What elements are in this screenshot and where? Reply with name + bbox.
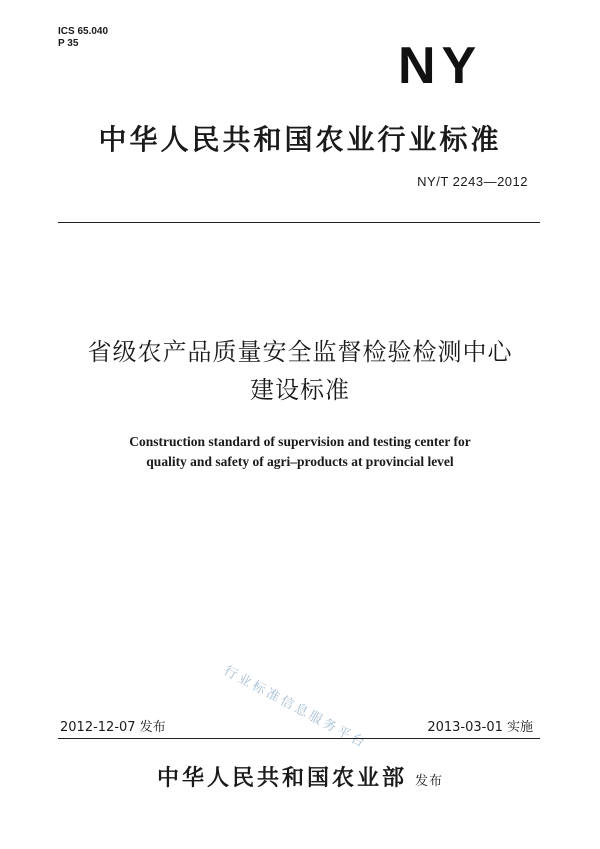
chinese-title-line-1: 省级农产品质量安全监督检验检测中心: [87, 338, 513, 366]
classification-codes: [58, 26, 108, 50]
bottom-divider: [58, 738, 540, 739]
standard-category: 中华人民共和国农业行业标准: [98, 123, 502, 156]
issuer-name: 中华人民共和国农业部: [156, 766, 407, 791]
implementation-date: 2013-03-01 实施: [427, 720, 533, 735]
english-title-line-1: Construction standard of supervision and testing center for: [129, 434, 471, 449]
issuer: [0, 764, 600, 797]
issue-date: 2012-12-07 发布: [60, 720, 166, 735]
english-title: [0, 432, 600, 472]
chinese-title-line-2: 建设标准: [250, 376, 350, 404]
ics-code: ICS 65.040: [58, 26, 109, 37]
issuer-suffix: 发布: [415, 774, 444, 789]
ny-logo: NY: [398, 37, 483, 95]
ccs-code: P 35: [58, 38, 79, 49]
watermark: 行业标准信息服务平台: [221, 663, 370, 752]
english-title-line-2: quality and safety of agri–products at provincial level: [146, 454, 454, 469]
top-divider: [58, 222, 540, 223]
standard-number: NY/T 2243—2012: [417, 174, 528, 189]
